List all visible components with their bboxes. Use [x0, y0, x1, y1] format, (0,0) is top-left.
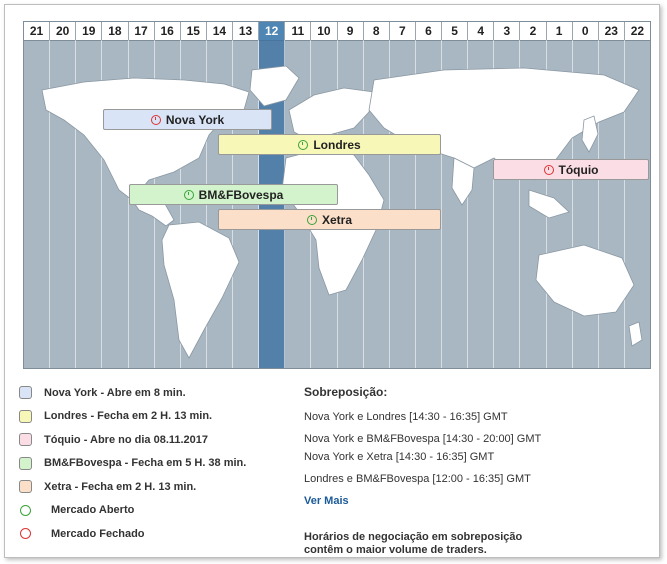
legend-item-bmfbovespa	[19, 452, 289, 476]
hour-cell: 10	[311, 22, 337, 40]
hour-cell: 8	[364, 22, 390, 40]
legend-swatch	[19, 433, 32, 446]
hour-cell: 12	[259, 22, 285, 40]
market-bar-label: Xetra	[321, 212, 353, 227]
overlap-item: Nova York e Londres [14:30 - 16:35] GMT	[304, 411, 508, 423]
clock-closed-icon	[151, 115, 161, 125]
hour-cell: 11	[285, 22, 311, 40]
market-bar-label: Nova York	[165, 112, 225, 127]
see-more-link[interactable]: Ver Mais	[304, 495, 349, 507]
market-bar-londres[interactable]	[218, 134, 441, 155]
legend-swatch	[19, 410, 32, 423]
legend-label: Mercado Fechado	[51, 527, 145, 540]
legend-item-open	[19, 499, 289, 523]
timezone-hour-bar	[24, 22, 650, 41]
hour-cell: 19	[76, 22, 102, 40]
hour-cell: 18	[102, 22, 128, 40]
market-bar-label: BM&FBovespa	[198, 187, 284, 202]
legend-item-closed	[19, 522, 289, 546]
market-legend	[19, 381, 289, 546]
overlap-note: Horários de negociação em sobreposição contêm o maior volume de traders.	[304, 531, 523, 556]
market-bar-label: Londres	[313, 137, 361, 152]
legend-swatch	[19, 480, 32, 493]
overlap-item: Nova York e Xetra [14:30 - 16:35] GMT	[304, 451, 495, 463]
legend-label: Tóquio - Abre no dia 08.11.2017	[44, 433, 209, 446]
hour-cell: 9	[338, 22, 364, 40]
legend-swatch	[19, 457, 32, 470]
world-time-map	[23, 21, 651, 369]
hour-cell: 14	[207, 22, 233, 40]
overlap-item: Londres e BM&FBovespa [12:00 - 16:35] GMT	[304, 473, 531, 485]
hour-cell: 16	[155, 22, 181, 40]
clock-open-icon	[307, 215, 317, 225]
hour-cell: 4	[468, 22, 494, 40]
legend-item-nova-york	[19, 381, 289, 405]
legend-item-xetra	[19, 475, 289, 499]
clock-open-icon	[20, 505, 31, 516]
hour-cell: 1	[547, 22, 573, 40]
legend-label: Nova York - Abre em 8 min.	[44, 386, 186, 399]
legend-label: Mercado Aberto	[51, 504, 135, 517]
clock-open-icon	[184, 190, 194, 200]
legend-label: Xetra - Fecha em 2 H. 13 min.	[44, 480, 197, 493]
clock-open-icon	[298, 140, 308, 150]
hour-cell: 5	[442, 22, 468, 40]
legend-label: Londres - Fecha em 2 H. 13 min.	[44, 410, 213, 423]
overlap-item: Nova York e BM&FBovespa [14:30 - 20:00] GMT	[304, 433, 542, 445]
overlap-title: Sobreposição:	[304, 385, 388, 399]
hour-cell: 3	[494, 22, 520, 40]
hour-cell: 2	[520, 22, 546, 40]
legend-label: BM&FBovespa - Fecha em 5 H. 38 min.	[44, 457, 247, 470]
legend-item-londres	[19, 405, 289, 429]
market-bar-nova-york[interactable]	[103, 109, 272, 130]
hour-cell: 13	[233, 22, 259, 40]
legend-swatch	[19, 386, 32, 399]
hour-cell: 23	[599, 22, 625, 40]
hour-cell: 21	[24, 22, 50, 40]
legend-item-toquio	[19, 428, 289, 452]
hour-cell: 15	[181, 22, 207, 40]
market-bar-toquio[interactable]	[493, 159, 649, 180]
hour-cell: 17	[129, 22, 155, 40]
market-bar-bmfbovespa[interactable]	[129, 184, 338, 205]
hour-cell: 20	[50, 22, 76, 40]
market-bar-xetra[interactable]	[218, 209, 441, 230]
hour-cell: 0	[573, 22, 599, 40]
hour-cell: 22	[630, 24, 645, 38]
clock-closed-icon	[20, 528, 31, 539]
overlap-panel	[304, 381, 554, 557]
hour-cell: 6	[416, 22, 442, 40]
hour-cell: 7	[390, 22, 416, 40]
market-bar-label: Tóquio	[558, 162, 599, 177]
clock-closed-icon	[544, 165, 554, 175]
market-hours-widget	[4, 4, 660, 558]
